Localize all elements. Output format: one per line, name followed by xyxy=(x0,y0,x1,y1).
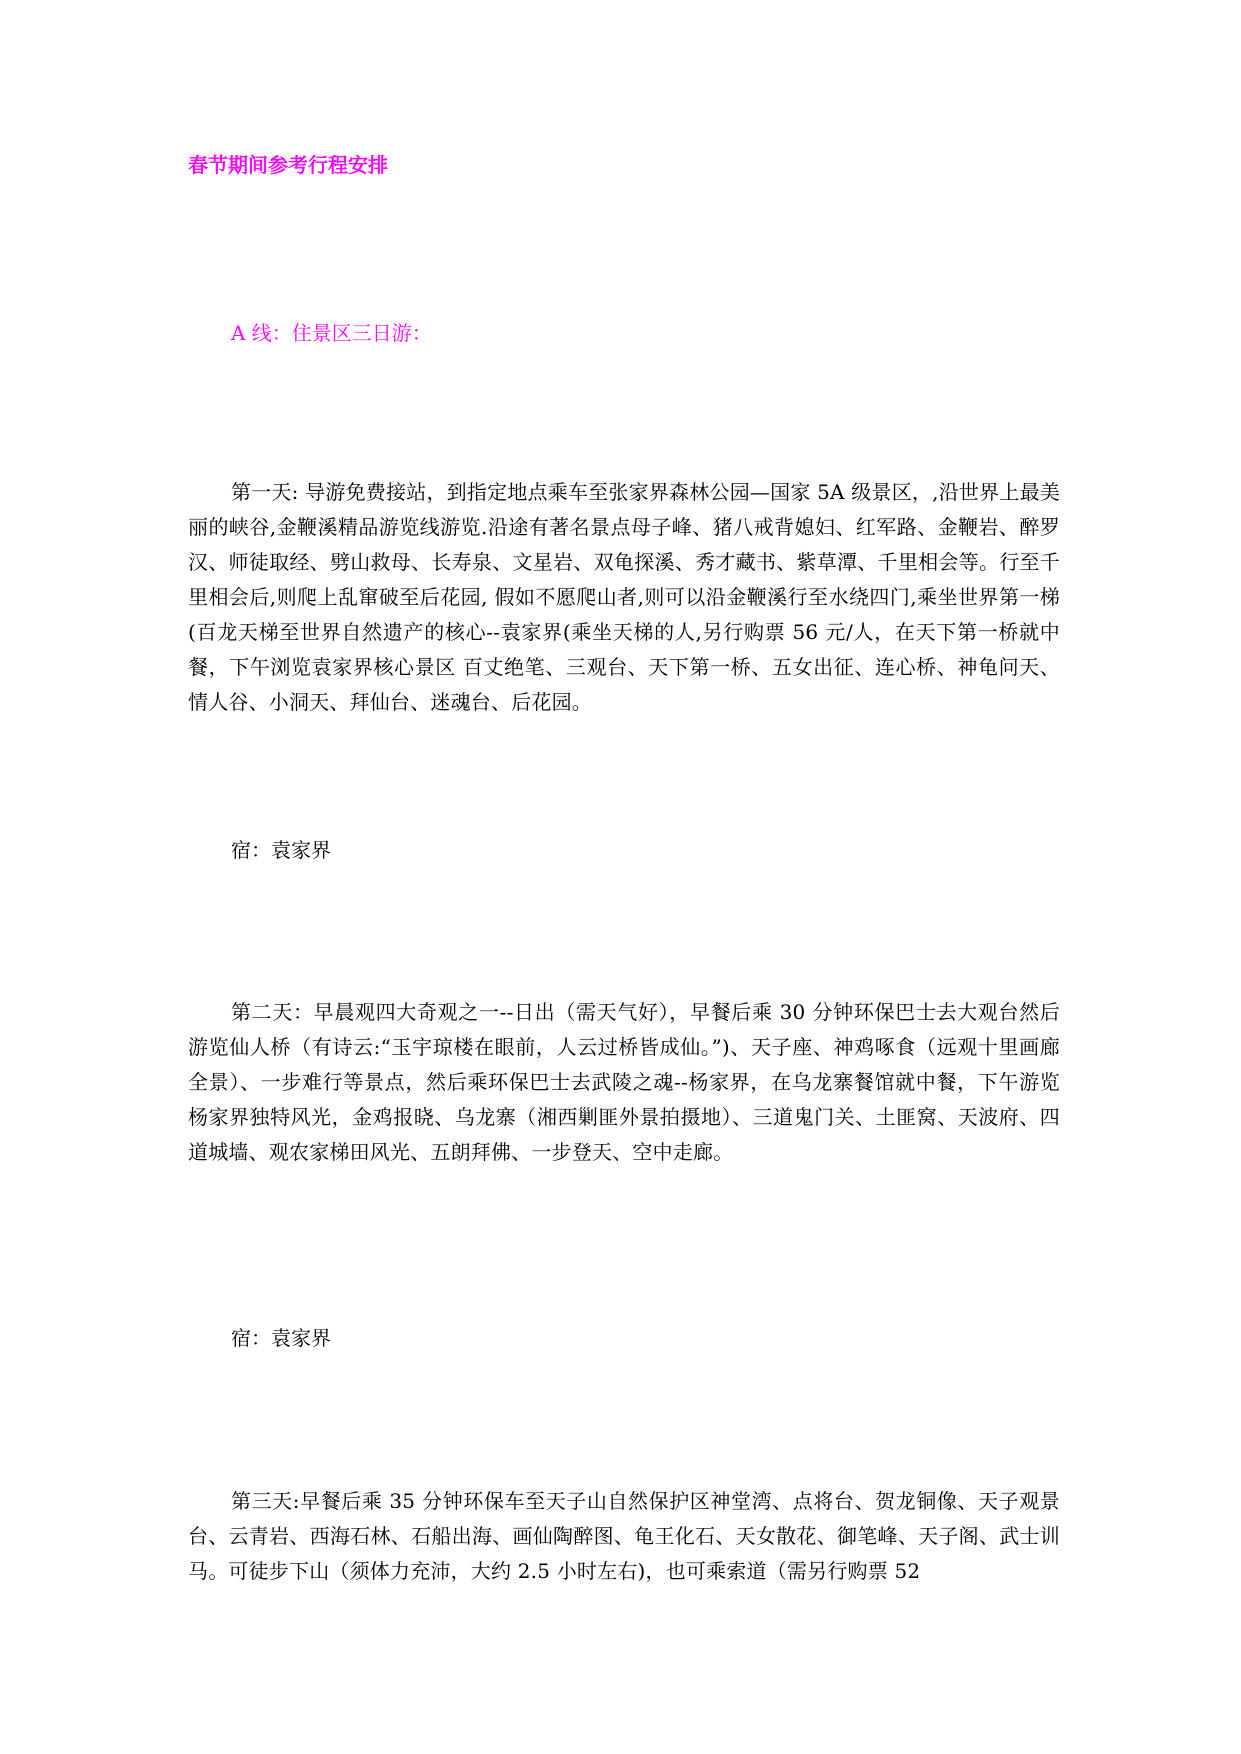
day2-paragraph: 第二天：早晨观四大奇观之一--日出（需天气好），早餐后乘 30 分钟环保巴士去大观台然后游览仙人桥（有诗云:“玉宇琼楼在眼前，人云过桥皆成仙。”)、天子座、神鸡啄食（远观十里画廊全景）、一步难行等景点，然后乘环保巴士去武陵之魂--杨家界，在乌龙寨餐馆就中餐，下午游览杨家界独特风光，金鸡报晓、乌龙寨（湘西剿匪外景拍摄地）、三道鬼门关、土匪窝、天波府、四道城墙、观农家梯田风光、五朗拜佛、一步登天、空中走廊。 xyxy=(188,1000,1060,1164)
route-heading: A 线：住景区三日游： xyxy=(231,321,432,345)
document-title: 春节期间参考行程安排 xyxy=(188,153,388,177)
stay-line-day2: 宿：袁家界 xyxy=(231,1326,331,1350)
day3-paragraph: 第三天:早餐后乘 35 分钟环保车至天子山自然保护区神堂湾、点将台、贺龙铜像、天子观景台、云青岩、西海石林、石船出海、画仙陶醉图、龟王化石、天女散花、御笔峰、天子阁、武士训马。可徒步下山（须体力充沛，大约 2.5 小时左右)，也可乘索道（需另行购票 52 xyxy=(188,1489,1060,1583)
stay-line-day1: 宿：袁家界 xyxy=(231,838,331,862)
day1-paragraph: 第一天: 导游免费接站，到指定地点乘车至张家界森林公园—国家 5A 级景区，,沿世界上最美丽的峡谷,金鞭溪精品游览线游览.沿途有著名景点母子峰、猪八戒背媳妇、红军路、金鞭岩、醉罗汉、师徒取经、劈山救母、长寿泉、文星岩、双龟探溪、秀才藏书、紫草潭、千里相会等。行至千里相会后,则爬上乱窜破至后花园, 假如不愿爬山者,则可以沿金鞭溪行至水绕四门,乘坐世界第一梯(百龙天梯至世界自然遗产的核心--袁家界(乘坐天梯的人,另行购票 56 元/人，在天下第一桥就中餐，下午浏览袁家界核心景区 百丈绝笔、三观台、天下第一桥、五女出征、连心桥、神龟问天、情人谷、小洞天、拜仙台、迷魂台、后花园。 xyxy=(188,480,1060,714)
